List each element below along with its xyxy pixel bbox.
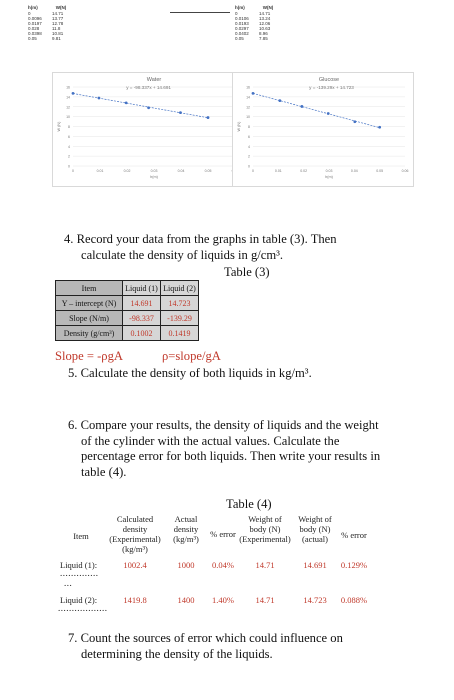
cell-actual-1: 1000 xyxy=(177,560,195,570)
x-tick-label: 0.06 xyxy=(401,169,409,173)
dotted-line: ... xyxy=(64,578,73,588)
cell: 0.05 xyxy=(28,36,37,41)
x-tick-label: 0.03 xyxy=(150,169,158,173)
y-tick-label: 8 xyxy=(248,125,250,129)
x-tick-label: 0.02 xyxy=(123,169,131,173)
y-tick-label: 14 xyxy=(66,95,70,100)
cell-calc-2: 1419.8 xyxy=(123,595,147,605)
cell: 11.8 xyxy=(52,26,61,31)
row-label: Density (g/cm³) xyxy=(56,326,123,341)
y-tick-label: 2 xyxy=(248,154,250,159)
x-tick-label: 0.04 xyxy=(177,169,185,173)
water-chart xyxy=(52,72,244,187)
dotted-line: .............. xyxy=(60,568,99,578)
y-tick-label: 6 xyxy=(248,134,250,139)
header-item: Item xyxy=(73,531,89,541)
question-4 xyxy=(64,232,444,263)
cell: -139.29 xyxy=(161,311,199,326)
header-cell: Item xyxy=(56,281,123,296)
question-5: 5. Calculate the density of both liquids in kg/m³. xyxy=(68,366,312,380)
x-tick-label: 0.01 xyxy=(96,169,104,173)
x-tick-label: 0.05 xyxy=(376,169,384,173)
q6-line-2: of the cylinder with the actual values. Calculate the xyxy=(81,433,340,448)
y-axis-label: W (N) xyxy=(57,121,61,132)
data-point xyxy=(378,126,381,129)
col-header: W(N) xyxy=(262,5,274,10)
table-row xyxy=(56,311,199,326)
data-point xyxy=(278,99,281,102)
cell: 10.81 xyxy=(52,31,64,36)
table3-title: Table (3) xyxy=(224,265,270,279)
q6-line-4: table (4). xyxy=(81,464,127,479)
header-cell: Liquid (1) xyxy=(123,281,161,296)
q4-line-2: calculate the density of liquids in g/cm³. xyxy=(81,247,284,262)
cell: 10.63 xyxy=(259,26,271,31)
divider-line xyxy=(170,12,230,13)
cell: 0.028 xyxy=(28,26,40,31)
cell-wact-2: 14.723 xyxy=(303,595,327,605)
formula-rho: ρ=slope/gA xyxy=(162,349,221,363)
cell: 0.0402 xyxy=(235,31,249,36)
cell: 8.96 xyxy=(259,31,268,36)
y-tick-label: 8 xyxy=(68,125,70,129)
cell-err2-2: 0.088% xyxy=(340,595,368,605)
row-label: Liquid (2): xyxy=(60,595,98,605)
header-weight-experimental: Weight of body (N) (Experimental) xyxy=(239,514,291,544)
y-tick-label: 16 xyxy=(246,85,250,90)
trendline-equation: y = -139.29x + 14.723 xyxy=(309,84,354,90)
y-tick-label: 4 xyxy=(68,144,70,149)
row-label: Slope (N/m) xyxy=(56,311,123,326)
y-tick-label: 4 xyxy=(248,144,250,149)
q6-line-1: 6. Compare your results, the density of liquids and the weight xyxy=(68,418,379,432)
cell: 0.0297 xyxy=(235,26,249,31)
header-actual-density: Actual density (kg/m³) xyxy=(173,514,199,544)
glucose-chart-svg xyxy=(233,73,413,186)
x-tick-label: 0.01 xyxy=(274,169,282,173)
water-data-table xyxy=(28,5,74,41)
x-tick-label: 0.04 xyxy=(350,169,358,173)
y-tick-label: 0 xyxy=(68,164,70,169)
cell-wexp-2: 14.71 xyxy=(255,595,275,605)
y-tick-label: 2 xyxy=(68,154,70,159)
cell: 0.0197 xyxy=(28,21,42,26)
data-point xyxy=(72,92,75,95)
x-tick-label: 0.05 xyxy=(204,169,212,173)
cell: 7.85 xyxy=(259,36,268,41)
question-7 xyxy=(68,631,448,662)
cell: 14.691 xyxy=(123,296,161,311)
chart-title: Water xyxy=(146,77,162,83)
cell: 0.0106 xyxy=(235,16,249,21)
water-chart-svg xyxy=(53,73,243,186)
row-label: Y – intercept (N) xyxy=(56,296,123,311)
cell-wact-1: 14.691 xyxy=(303,560,327,570)
data-point xyxy=(353,120,356,123)
table4-title: Table (4) xyxy=(226,497,272,511)
col-header: W(N) xyxy=(55,5,67,10)
dotted-line: .................. xyxy=(58,603,108,613)
row-label: Liquid (1): xyxy=(60,560,98,570)
chart-title: Glucose xyxy=(318,77,340,83)
y-tick-label: 10 xyxy=(66,115,70,120)
data-point xyxy=(207,116,210,119)
data-point xyxy=(147,106,150,109)
data-point xyxy=(125,101,128,104)
cell: 14.71 xyxy=(52,11,64,16)
x-axis-label: h(m) xyxy=(325,175,333,179)
cell: 0.05 xyxy=(235,36,244,41)
cell-calc-1: 1002.4 xyxy=(123,560,147,570)
table-row xyxy=(56,326,199,341)
header-percent-error-1: % error xyxy=(210,529,236,539)
data-point xyxy=(98,97,101,100)
table-row xyxy=(56,281,199,296)
x-tick-label: 0 xyxy=(252,169,254,173)
cell-err1-2: 1.40% xyxy=(212,595,234,605)
cell: 14.723 xyxy=(161,296,199,311)
x-tick-label: 0.02 xyxy=(300,169,308,173)
cell: 0.1002 xyxy=(123,326,161,341)
q4-line-1: 4. Record your data from the graphs in table (3). Then xyxy=(64,232,337,246)
header-percent-error-2: % error xyxy=(341,530,367,540)
cell: -98.337 xyxy=(123,311,161,326)
y-tick-label: 16 xyxy=(66,85,70,90)
cell: 12.78 xyxy=(52,21,64,26)
col-header: h(m) xyxy=(28,5,38,10)
cell-err1-1: 0.04% xyxy=(212,560,234,570)
formula-slope: Slope = -ρgA xyxy=(55,349,123,363)
cell: 14.71 xyxy=(259,11,271,16)
cell: 13.24 xyxy=(259,16,271,21)
header-cell: Liquid (2) xyxy=(161,281,199,296)
trendline-equation: y = -98.337x + 14.691 xyxy=(126,84,171,90)
y-tick-label: 12 xyxy=(246,105,250,110)
cell: 12.06 xyxy=(259,21,271,26)
data-point xyxy=(252,92,255,95)
y-tick-label: 6 xyxy=(68,134,70,139)
x-tick-label: 0 xyxy=(72,169,74,173)
data-point xyxy=(179,111,182,114)
table-row xyxy=(56,296,199,311)
header-calculated-density: Calculated density (Experimental) (kg/m³) xyxy=(109,514,161,554)
cell: 0.0096 xyxy=(28,16,42,21)
trendline xyxy=(253,93,380,127)
y-tick-label: 14 xyxy=(246,95,250,100)
data-point xyxy=(327,112,330,115)
x-tick-label: 0.03 xyxy=(325,169,333,173)
q7-line-1: 7. Count the sources of error which could influence on xyxy=(68,631,343,645)
y-tick-label: 12 xyxy=(66,105,70,110)
header-weight-actual: Weight of body (N) (actual) xyxy=(298,514,332,544)
x-axis-label: h(m) xyxy=(150,175,158,179)
cell: 13.77 xyxy=(52,16,64,21)
q6-line-3: percentage error for both liquids. Then write your results in xyxy=(81,449,381,463)
col-header: h(m) xyxy=(235,5,245,10)
cell: 0 xyxy=(235,11,238,16)
question-6 xyxy=(68,418,448,480)
cell: 0.0398 xyxy=(28,31,42,36)
q7-line-2: determining the density of the liquids. xyxy=(81,646,273,661)
y-axis-label: W (N) xyxy=(237,121,241,132)
cell-actual-2: 1400 xyxy=(177,595,195,605)
data-point xyxy=(300,105,303,108)
glucose-chart xyxy=(232,72,414,187)
cell-wexp-1: 14.71 xyxy=(255,560,275,570)
cell-err2-1: 0.129% xyxy=(340,560,368,570)
cell: 9.81 xyxy=(52,36,61,41)
y-tick-label: 10 xyxy=(246,115,250,120)
table-3 xyxy=(55,280,199,341)
cell: 0 xyxy=(28,11,31,16)
y-tick-label: 0 xyxy=(248,164,250,169)
cell: 0.0193 xyxy=(235,21,249,26)
glucose-data-table xyxy=(235,5,281,41)
cell: 0.1419 xyxy=(161,326,199,341)
